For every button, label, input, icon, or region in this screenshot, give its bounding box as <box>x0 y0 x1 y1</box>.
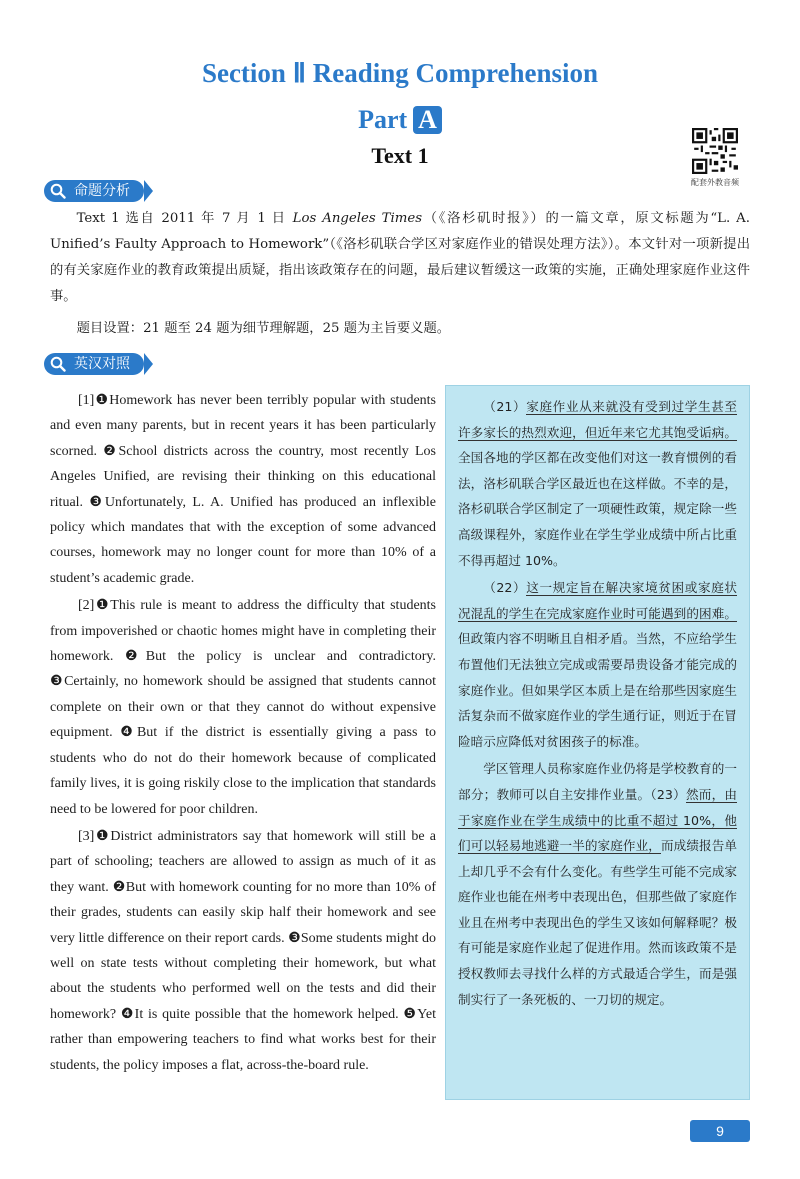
part-title <box>0 105 800 135</box>
underlined-text: 这一规定旨在解决家境贫困或家庭状况混乱的学生在完成家庭作业时可能遇到的困难。 <box>458 580 737 621</box>
chinese-text: 全国各地的学区都在改变他们对这一教育惯例的看法，洛杉矶联合学区最近也在这样做。不幸的是，洛杉矶联合学区制定了一项硬性政策，规定除一些高级课程外，家庭作业在学生学业成绩中所占比重不得再超过 10%。 <box>458 450 737 568</box>
part-letter: A <box>413 106 442 134</box>
bilingual-badge-label: 英汉对照 <box>74 356 130 372</box>
question-ref-22: （22） <box>483 580 527 596</box>
chinese-text: 但政策内容不明晰且自相矛盾。当然，不应给学生布置他们无法独立完成或需要昂贵设备才能完成的家庭作业。但如果学区本质上是在给那些因家庭生活复杂而不做家庭作业的学生通行证，则近于在冒险暗示应降低对贫困孩子的标准。 <box>458 631 737 749</box>
chinese-paragraph-1 <box>458 394 737 573</box>
underlined-text: 家庭作业从来就没有受到过学生甚至许多家长的热烈欢迎，但近年来它尤其饱受诟病。 <box>458 399 737 440</box>
chinese-text: 而成绩报告单上却几乎不会有什么变化。有些学生可能不完成家庭作业也能在州考中表现出色，但那些做了家庭作业且在州考中表现出色的学生又该如何解释呢？极有可能是家庭作业起了促进作用。然而该政策不是授权教师去寻找什么样的方式最适合学生，而是强制实行了一条死板的、一刀切的规定。 <box>458 838 738 1007</box>
chinese-text: 学区管理人员称家庭作业仍将是学校教育的一部分；教师可以自主安排作业量。（23） <box>458 761 737 802</box>
magnifier-icon <box>50 183 66 199</box>
question-ref-21: （21） <box>483 399 527 414</box>
part-label: Part <box>358 105 408 134</box>
analysis-source: Los Angeles Times <box>292 211 423 226</box>
badge-tail <box>144 180 153 202</box>
magnifier-icon <box>50 356 66 372</box>
analysis-intro: Text 1 选自 2011 年 7 月 1 日 <box>76 211 293 226</box>
chinese-paragraph-3 <box>458 756 737 1012</box>
english-column <box>50 388 436 1080</box>
page-number: 9 <box>690 1120 750 1142</box>
underlined-text: 然而，由于家庭作业在学生成绩中的比重不超过 10%，他们可以轻易地逃避一半的家庭作业， <box>458 786 737 854</box>
analysis-paragraph <box>50 206 750 310</box>
analysis-body: （《洛杉矶时报》）的一篇文章，原文标题为“L. A. Unified’s Faulty Approach to Homework”（《洛杉矶联合学区对家庭作业的错误处理方法》）。本文针对一项新提出的有关家庭作业的教育政策提出质疑，指出该政策存在的问题，最后建议暂缓这一政策的实施，正确处理家庭作业这件事。 <box>50 211 750 304</box>
question-setup: 题目设置：21 题至 24 题为细节理解题，25 题为主旨要义题。 <box>76 321 451 336</box>
text-title: Text 1 <box>371 143 429 168</box>
chinese-paragraph-2 <box>458 575 737 754</box>
chinese-translation-box <box>445 385 750 1100</box>
bilingual-badge <box>44 353 144 375</box>
badge-tail <box>144 353 153 375</box>
analysis-badge <box>44 180 144 202</box>
analysis-badge-label: 命题分析 <box>74 183 130 199</box>
english-paragraph-2: [2]❶This rule is meant to address the difficulty that students from impoverished or chaotic homes might have in completing their homework. ❷But the policy is unclear and contradictory. ❸Certainly, no homework should be assigned that students cannot complete on their own or that they cannot do without expensive equipment. ❹But if the district is essentially giving a pass to students who do not do their homework because of complicated family lives, it is going riskily close to the implication that standards need to be lowered for poor children. <box>50 598 436 817</box>
english-paragraph-3: [3]❶District administrators say that homework will still be a part of schooling; teachers are allowed to assign as much of it as they want. ❷But with homework counting for no more than 10% of their grades, students can easily skip half their homework and see very little difference on their report cards. ❸Some students might do well on state tests without completing their homework, but what about the students who performed well on the tests and did their homework? ❹It is quite possible that the homework helped. ❺Yet rather than empowering teachers to find what works best for their students, the policy imposes a flat, across-the-board rule. <box>50 828 436 1073</box>
analysis-text <box>50 206 750 342</box>
english-paragraph-1: [1]❶Homework has never been terribly popular with students and even many parents, but in recent years it has been particularly scorned. ❷School districts across the country, most recently Los Angeles Unified, are revising their thinking on this educational ritual. ❸Unfortunately, L. A. Unified has produced an inflexible policy which mandates that with the exception of some advanced courses, homework may no longer count for more than 10% of a student’s academic grade. <box>50 393 436 586</box>
section-title: Section Ⅱ Reading Comprehension <box>201 58 599 88</box>
qr-caption: 配套外教音频 <box>691 178 739 187</box>
qr-code-icon[interactable] <box>692 128 738 174</box>
